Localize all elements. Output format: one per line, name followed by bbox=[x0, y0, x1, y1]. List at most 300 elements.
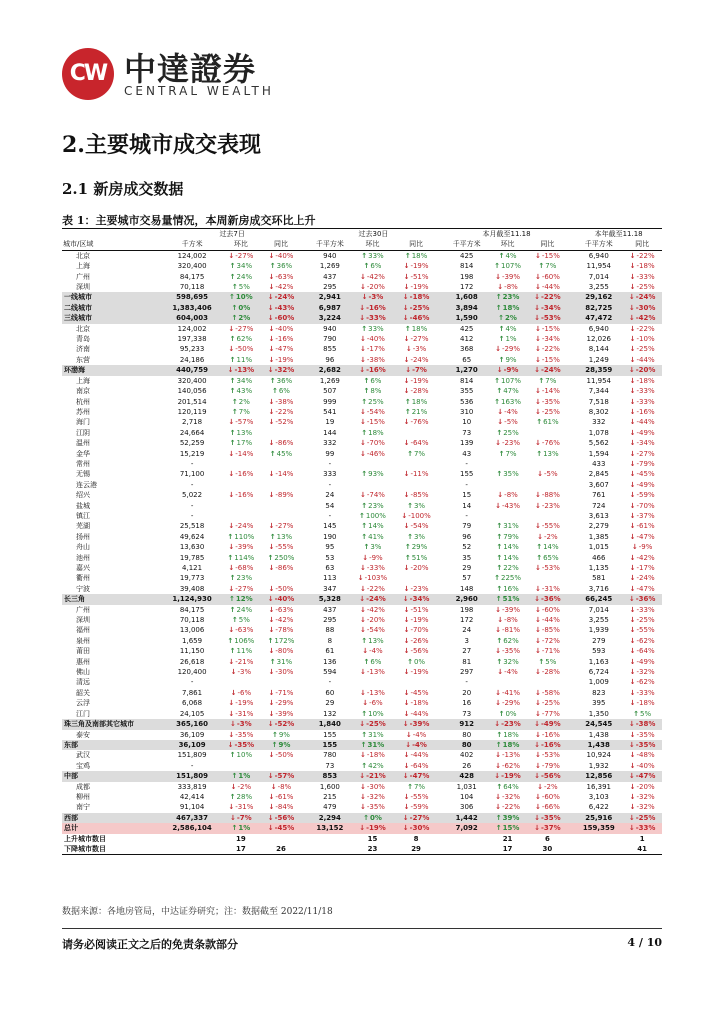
table-cell bbox=[309, 386, 351, 396]
table-cell bbox=[394, 636, 438, 646]
table-cell-value: 132 bbox=[323, 709, 337, 718]
city-name-cell: 上海 bbox=[76, 262, 90, 271]
group-header-mtd: 本月截至11.18 bbox=[446, 229, 567, 240]
table-cell-value: ↓ -34% bbox=[534, 304, 561, 312]
table-cell bbox=[351, 698, 395, 708]
table-cell-value: ↓ -84% bbox=[268, 803, 293, 811]
table-cell-value: 7,014 bbox=[588, 605, 609, 614]
table-cell-value: ↑ 65% bbox=[536, 554, 558, 562]
table-cell-value: ↓ -42% bbox=[360, 273, 385, 281]
city-name-cell: 海门 bbox=[76, 418, 90, 427]
table-cell bbox=[351, 677, 395, 687]
table-cell-value: ↓ -22% bbox=[630, 252, 655, 260]
table-cell-value: ↑ 110% bbox=[227, 533, 254, 541]
table-cell-value: 5,022 bbox=[182, 491, 203, 500]
table-cell bbox=[351, 646, 395, 656]
table-cell-value: 365,160 bbox=[176, 720, 209, 729]
table-cell-value: ↓ -79% bbox=[630, 460, 655, 468]
table-cell bbox=[446, 365, 488, 375]
table-cell bbox=[309, 709, 351, 719]
table-cell bbox=[528, 771, 568, 781]
table-cell-value: 42,414 bbox=[179, 792, 205, 801]
table-cell bbox=[575, 334, 622, 344]
table-cell bbox=[394, 511, 438, 521]
table-cell bbox=[221, 407, 261, 417]
table-cell bbox=[221, 605, 261, 615]
table-cell-value: 25,518 bbox=[179, 522, 205, 531]
table-cell bbox=[528, 625, 568, 635]
table-cell-value: ↑ 64% bbox=[496, 783, 518, 791]
table-cell-value: ↓ -18% bbox=[403, 293, 430, 301]
table-cell-value: ↑ 100% bbox=[359, 512, 386, 520]
table-cell-value: ↓ -53% bbox=[535, 751, 560, 759]
table-cell-value: 16 bbox=[462, 699, 472, 708]
table-cell-value: ↑ 3% bbox=[407, 502, 425, 510]
table-cell bbox=[575, 397, 622, 407]
table-cell bbox=[528, 532, 568, 542]
table-cell bbox=[488, 761, 528, 771]
table-cell-value: ↓ -3% bbox=[406, 345, 427, 353]
table-cell bbox=[309, 459, 351, 469]
table-cell-value: ↓ -17% bbox=[630, 564, 655, 572]
table-cell-value: ↑ 10% bbox=[230, 751, 252, 759]
table-cell-value: ↓ -5% bbox=[497, 418, 518, 426]
table-cell bbox=[261, 625, 301, 635]
table-cell bbox=[528, 594, 568, 604]
table-cell-value: 63 bbox=[325, 564, 335, 572]
table-cell-value: ↓ -30% bbox=[629, 304, 656, 312]
table-group-row bbox=[62, 292, 662, 302]
table-cell-value: ↓ -45% bbox=[268, 824, 295, 832]
table-cell-value: ↓ -64% bbox=[404, 439, 429, 447]
table-cell bbox=[488, 397, 528, 407]
table-cell-value: 19 bbox=[325, 418, 335, 427]
table-cell bbox=[528, 740, 568, 750]
table-cell-value: ↓ -18% bbox=[630, 377, 655, 385]
table-cell-value: ↑ 12% bbox=[229, 595, 253, 603]
table-cell bbox=[622, 303, 662, 313]
table-cell-value: ↑ 51% bbox=[405, 554, 427, 562]
table-cell bbox=[528, 303, 568, 313]
table-row bbox=[62, 750, 662, 760]
table-cell-value: ↓ -19% bbox=[359, 824, 386, 832]
table-row bbox=[62, 542, 662, 552]
table-cell-value: 24,664 bbox=[179, 428, 205, 437]
table-cell bbox=[309, 532, 351, 542]
table-cell-value: ↓ -25% bbox=[630, 616, 655, 624]
table-cell-value: 6,068 bbox=[182, 699, 203, 708]
table-cell bbox=[309, 646, 351, 656]
table-cell-value: 1,015 bbox=[588, 543, 609, 552]
table-cell-value: 1,385 bbox=[588, 532, 609, 541]
table-cell bbox=[351, 313, 395, 323]
city-name-cell: 珠三角及南部其它城市 bbox=[62, 719, 163, 729]
table-cell bbox=[261, 657, 301, 667]
table-cell bbox=[488, 282, 528, 292]
table-cell-value: 999 bbox=[323, 397, 337, 406]
table-cell-value: ↑ 18% bbox=[405, 325, 427, 333]
table-cell bbox=[575, 844, 622, 855]
table-cell bbox=[163, 272, 221, 282]
table-cell-value: ↓ -53% bbox=[534, 314, 561, 322]
city-name-cell: 常州 bbox=[76, 459, 90, 468]
table-cell-value: ↑ 10% bbox=[229, 293, 253, 301]
table-cell bbox=[394, 334, 438, 344]
table-row bbox=[62, 459, 662, 469]
table-cell-value: ↑ 93% bbox=[361, 470, 383, 478]
table-cell-value: ↓ -25% bbox=[630, 283, 655, 291]
table-cell-value: ↓ -35% bbox=[534, 814, 561, 822]
table-cell bbox=[446, 376, 488, 386]
table-cell bbox=[261, 771, 301, 781]
table-cell bbox=[221, 292, 261, 302]
table-cell-value: 16,391 bbox=[586, 782, 611, 791]
table-cell-value: ↓ -19% bbox=[404, 377, 429, 385]
table-row bbox=[62, 563, 662, 573]
table-cell bbox=[163, 792, 221, 802]
table-cell bbox=[221, 344, 261, 354]
table-cell bbox=[351, 688, 395, 698]
table-cell bbox=[528, 605, 568, 615]
table-cell-value: ↓ -51% bbox=[404, 273, 429, 281]
table-cell-value: ↓ -57% bbox=[268, 772, 295, 780]
table-row bbox=[62, 730, 662, 740]
col-header: 环比 bbox=[488, 239, 528, 250]
city-name-cell: 总计 bbox=[62, 823, 163, 833]
table-cell bbox=[528, 802, 568, 812]
table-cell bbox=[163, 250, 221, 261]
table-cell bbox=[261, 438, 301, 448]
table-cell-value: 3 bbox=[464, 636, 469, 645]
table-cell-value: ↓ -55% bbox=[404, 793, 429, 801]
subsection-title: 2.1 新房成交数据 bbox=[62, 180, 184, 198]
table-cell bbox=[351, 490, 395, 500]
table-cell bbox=[575, 709, 622, 719]
table-cell-value: 15 bbox=[462, 491, 472, 500]
table-cell bbox=[261, 480, 301, 490]
table-cell-value: ↓ -35% bbox=[535, 398, 560, 406]
table-cell bbox=[446, 802, 488, 812]
table-cell bbox=[163, 677, 221, 687]
table-cell bbox=[488, 730, 528, 740]
table-cell bbox=[309, 521, 351, 531]
table-cell bbox=[351, 709, 395, 719]
table-cell bbox=[488, 646, 528, 656]
table-cell-value: ↓ -55% bbox=[535, 522, 560, 530]
table-cell-value: 1,608 bbox=[455, 293, 478, 302]
table-cell bbox=[351, 667, 395, 677]
table-cell bbox=[394, 303, 438, 313]
table-cell bbox=[261, 813, 301, 823]
table-cell bbox=[394, 397, 438, 407]
table-cell-value: 84,175 bbox=[179, 272, 205, 281]
table-cell-value: ↓ -55% bbox=[630, 626, 655, 634]
city-name-cell: 泰安 bbox=[76, 730, 90, 739]
table-cell bbox=[163, 750, 221, 760]
table-cell-value: ↓ -18% bbox=[630, 262, 655, 270]
table-row bbox=[62, 615, 662, 625]
table-cell bbox=[446, 740, 488, 750]
table-cell bbox=[446, 688, 488, 698]
table-cell-value: ↑ 0% bbox=[407, 658, 425, 666]
table-cell-value: 3,894 bbox=[455, 303, 478, 312]
table-cell-value: ↓ -54% bbox=[360, 408, 385, 416]
table-cell-value: ↑ 13% bbox=[361, 637, 383, 645]
table-cell-value: ↓ -5% bbox=[537, 470, 558, 478]
table-cell-value: ↓ -79% bbox=[535, 762, 560, 770]
table-cell-value: ↓ -43% bbox=[495, 502, 520, 510]
table-cell-value: ↓ -47% bbox=[630, 585, 655, 593]
table-cell-value: ↓ -27% bbox=[403, 814, 430, 822]
table-cell bbox=[446, 573, 488, 583]
table-cell bbox=[309, 573, 351, 583]
table-cell-value: 29 bbox=[411, 844, 421, 853]
table-cell bbox=[351, 761, 395, 771]
table-cell-value: ↓ -44% bbox=[404, 710, 429, 718]
table-row bbox=[62, 657, 662, 667]
table-cell-value: ↑ 0% bbox=[231, 304, 250, 312]
table-cell bbox=[163, 615, 221, 625]
table-cell-value: ↓ -7% bbox=[230, 814, 252, 822]
table-cell-value: 24,105 bbox=[179, 709, 205, 718]
city-name-cell: 清远 bbox=[76, 678, 90, 687]
table-row bbox=[62, 261, 662, 271]
table-cell bbox=[575, 490, 622, 500]
table-cell-value: ↑ 9% bbox=[272, 731, 290, 739]
table-cell bbox=[261, 469, 301, 479]
table-cell-value: ↓ -29% bbox=[495, 345, 520, 353]
table-cell-value: 10,924 bbox=[586, 751, 611, 760]
table-row bbox=[62, 490, 662, 500]
table-cell bbox=[221, 677, 261, 687]
table-cell bbox=[221, 573, 261, 583]
table-cell-value: ↑ 7% bbox=[407, 450, 425, 458]
table-cell bbox=[622, 313, 662, 323]
table-cell bbox=[575, 303, 622, 313]
table-cell-value: ↑ 51% bbox=[496, 595, 520, 603]
table-cell-value: 1,350 bbox=[588, 709, 609, 718]
table-cell-value: ↓ -9% bbox=[362, 554, 383, 562]
table-cell-value: ↓ -45% bbox=[404, 689, 429, 697]
table-cell-value: ↓ -31% bbox=[535, 585, 560, 593]
table-cell bbox=[488, 677, 528, 687]
table-cell bbox=[446, 449, 488, 459]
company-logo-mark: CW bbox=[62, 48, 114, 100]
table-cell bbox=[261, 542, 301, 552]
table-cell bbox=[163, 542, 221, 552]
table-cell bbox=[163, 834, 221, 844]
table-cell bbox=[221, 250, 261, 261]
table-cell-value: ↓ -23% bbox=[495, 439, 520, 447]
table-cell bbox=[394, 407, 438, 417]
table-cell-value: ↓ -39% bbox=[228, 543, 253, 551]
table-cell bbox=[575, 261, 622, 271]
table-row bbox=[62, 709, 662, 719]
col-header: 千平方米 bbox=[446, 239, 488, 250]
table-cell-value: ↑ 39% bbox=[496, 814, 520, 822]
table-cell-value: 140,056 bbox=[177, 387, 207, 396]
table-cell bbox=[351, 407, 395, 417]
table-cell-value: ↓ -47% bbox=[630, 533, 655, 541]
table-cell bbox=[351, 261, 395, 271]
table-cell bbox=[221, 511, 261, 521]
table-cell-value: ↓ -32% bbox=[630, 793, 655, 801]
city-name-cell: 杭州 bbox=[76, 397, 90, 406]
table-cell bbox=[488, 667, 528, 677]
table-cell bbox=[163, 667, 221, 677]
table-cell-value: 26,618 bbox=[179, 657, 205, 666]
table-cell-value: ↓ -100% bbox=[401, 512, 430, 520]
table-cell-value: ↓ -76% bbox=[404, 418, 429, 426]
table-cell-value: 6,940 bbox=[588, 251, 609, 260]
table-cell bbox=[221, 376, 261, 386]
table-cell-value: 53 bbox=[325, 553, 335, 562]
table-cell bbox=[528, 480, 568, 490]
table-cell bbox=[446, 438, 488, 448]
table-cell-value: ↓ -31% bbox=[228, 803, 253, 811]
table-row bbox=[62, 480, 662, 490]
city-name-cell: 盐城 bbox=[76, 501, 90, 510]
table-cell bbox=[446, 407, 488, 417]
table-cell bbox=[221, 771, 261, 781]
report-header bbox=[62, 44, 662, 104]
city-name-cell: 深圳 bbox=[76, 283, 90, 292]
table-row bbox=[62, 355, 662, 365]
table-cell bbox=[488, 782, 528, 792]
city-name-cell: 韶关 bbox=[76, 688, 90, 697]
table-cell-value: ↓ -60% bbox=[268, 314, 295, 322]
table-cell-value: ↓ -15% bbox=[535, 252, 560, 260]
table-cell bbox=[622, 740, 662, 750]
table-cell-value: ↓ -8% bbox=[497, 616, 518, 624]
table-cell-value: ↓ -27% bbox=[404, 335, 429, 343]
table-row bbox=[62, 553, 662, 563]
table-cell bbox=[488, 573, 528, 583]
table-cell bbox=[622, 449, 662, 459]
table-cell-value: ↑ 6% bbox=[272, 387, 290, 395]
table-cell-value: ↓ -44% bbox=[535, 283, 560, 291]
table-cell bbox=[163, 386, 221, 396]
table-cell-value: 66,245 bbox=[585, 595, 613, 604]
table-cell-value: ↓ -20% bbox=[404, 564, 429, 572]
table-cell-value: ↓ -25% bbox=[630, 345, 655, 353]
table-cell-value: ↓ -38% bbox=[268, 398, 293, 406]
table-cell-value: ↑ 14% bbox=[361, 522, 383, 530]
table-cell bbox=[394, 292, 438, 302]
table-cell bbox=[309, 771, 351, 781]
table-cell bbox=[351, 480, 395, 490]
city-name-cell: 三线城市 bbox=[62, 313, 163, 323]
table-cell bbox=[622, 480, 662, 490]
table-group-row bbox=[62, 313, 662, 323]
table-cell bbox=[446, 750, 488, 760]
table-cell bbox=[528, 573, 568, 583]
table-cell bbox=[261, 261, 301, 271]
table-cell bbox=[446, 615, 488, 625]
table-cell-value: ↑ 106% bbox=[227, 637, 254, 645]
table-cell bbox=[163, 573, 221, 583]
table-row bbox=[62, 344, 662, 354]
table-cell-value: ↑ 31% bbox=[361, 731, 383, 739]
table-cell-value: ↓ -22% bbox=[268, 408, 293, 416]
table-cell-value: ↑ 3% bbox=[407, 533, 425, 541]
table-cell-value: 1,600 bbox=[319, 782, 340, 791]
table-cell bbox=[622, 646, 662, 656]
table-cell-value: 88 bbox=[325, 626, 335, 635]
table-cell-value: ↓ -34% bbox=[535, 335, 560, 343]
table-cell-value: ↓ -2% bbox=[537, 533, 558, 541]
table-cell bbox=[221, 386, 261, 396]
table-cell-value: ↑ 8% bbox=[363, 387, 381, 395]
table-cell bbox=[488, 459, 528, 469]
table-cell bbox=[528, 542, 568, 552]
table-column-header-row bbox=[62, 239, 662, 250]
source-note: 数据来源：各地房管局，中达证券研究；注：数据截至 2022/11/18 bbox=[62, 907, 333, 917]
table-cell bbox=[394, 698, 438, 708]
col-header-city: 城市/区域 bbox=[62, 239, 163, 250]
table-cell-value: ↑ 16% bbox=[496, 585, 518, 593]
city-name-cell: 中部 bbox=[62, 771, 163, 781]
table-cell-value: 91,104 bbox=[179, 803, 205, 812]
table-row bbox=[62, 782, 662, 792]
table-cell-value: ↑ 36% bbox=[270, 262, 292, 270]
table-cell bbox=[221, 844, 261, 855]
table-cell-value: ↑ 36% bbox=[270, 377, 292, 385]
table-cell-value: ↓ -56% bbox=[534, 772, 561, 780]
table-cell bbox=[394, 730, 438, 740]
table-row bbox=[62, 501, 662, 511]
table-cell-value: 54 bbox=[325, 501, 335, 510]
table-cell bbox=[261, 365, 301, 375]
table-cell bbox=[528, 490, 568, 500]
table-cell bbox=[351, 355, 395, 365]
table-cell bbox=[163, 407, 221, 417]
table-cell-value: ↓ -19% bbox=[268, 356, 293, 364]
table-cell-value: ↑ 10% bbox=[361, 710, 383, 718]
table-cell-value: ↓ -13% bbox=[360, 668, 385, 676]
table-cell-value: 1,078 bbox=[588, 428, 609, 437]
table-cell-value: ↑ 1% bbox=[231, 772, 250, 780]
table-cell bbox=[622, 250, 662, 261]
table-cell-value: - bbox=[328, 678, 332, 687]
city-transactions-table-wrap bbox=[62, 228, 662, 855]
table-cell bbox=[394, 750, 438, 760]
table-cell-value: ↓ -40% bbox=[268, 325, 293, 333]
table-cell-value: 14 bbox=[462, 501, 472, 510]
table-cell bbox=[446, 261, 488, 271]
table-cell bbox=[351, 272, 395, 282]
table-cell bbox=[261, 573, 301, 583]
table-cell bbox=[351, 584, 395, 594]
table-cell bbox=[622, 667, 662, 677]
table-cell bbox=[221, 730, 261, 740]
table-cell bbox=[351, 542, 395, 552]
table-cell bbox=[488, 511, 528, 521]
table-cell-value: 95 bbox=[325, 543, 335, 552]
table-cell-value: ↓ -35% bbox=[629, 741, 656, 749]
table-cell bbox=[622, 438, 662, 448]
city-name-cell: 成都 bbox=[76, 782, 90, 791]
city-name-cell: 北京 bbox=[76, 324, 90, 333]
table-cell bbox=[221, 501, 261, 511]
table-cell bbox=[575, 428, 622, 438]
table-cell bbox=[221, 719, 261, 729]
table-cell bbox=[446, 313, 488, 323]
table-cell bbox=[394, 792, 438, 802]
table-cell bbox=[528, 553, 568, 563]
table-cell bbox=[622, 844, 662, 855]
table-cell-value: ↑ 11% bbox=[230, 647, 252, 655]
